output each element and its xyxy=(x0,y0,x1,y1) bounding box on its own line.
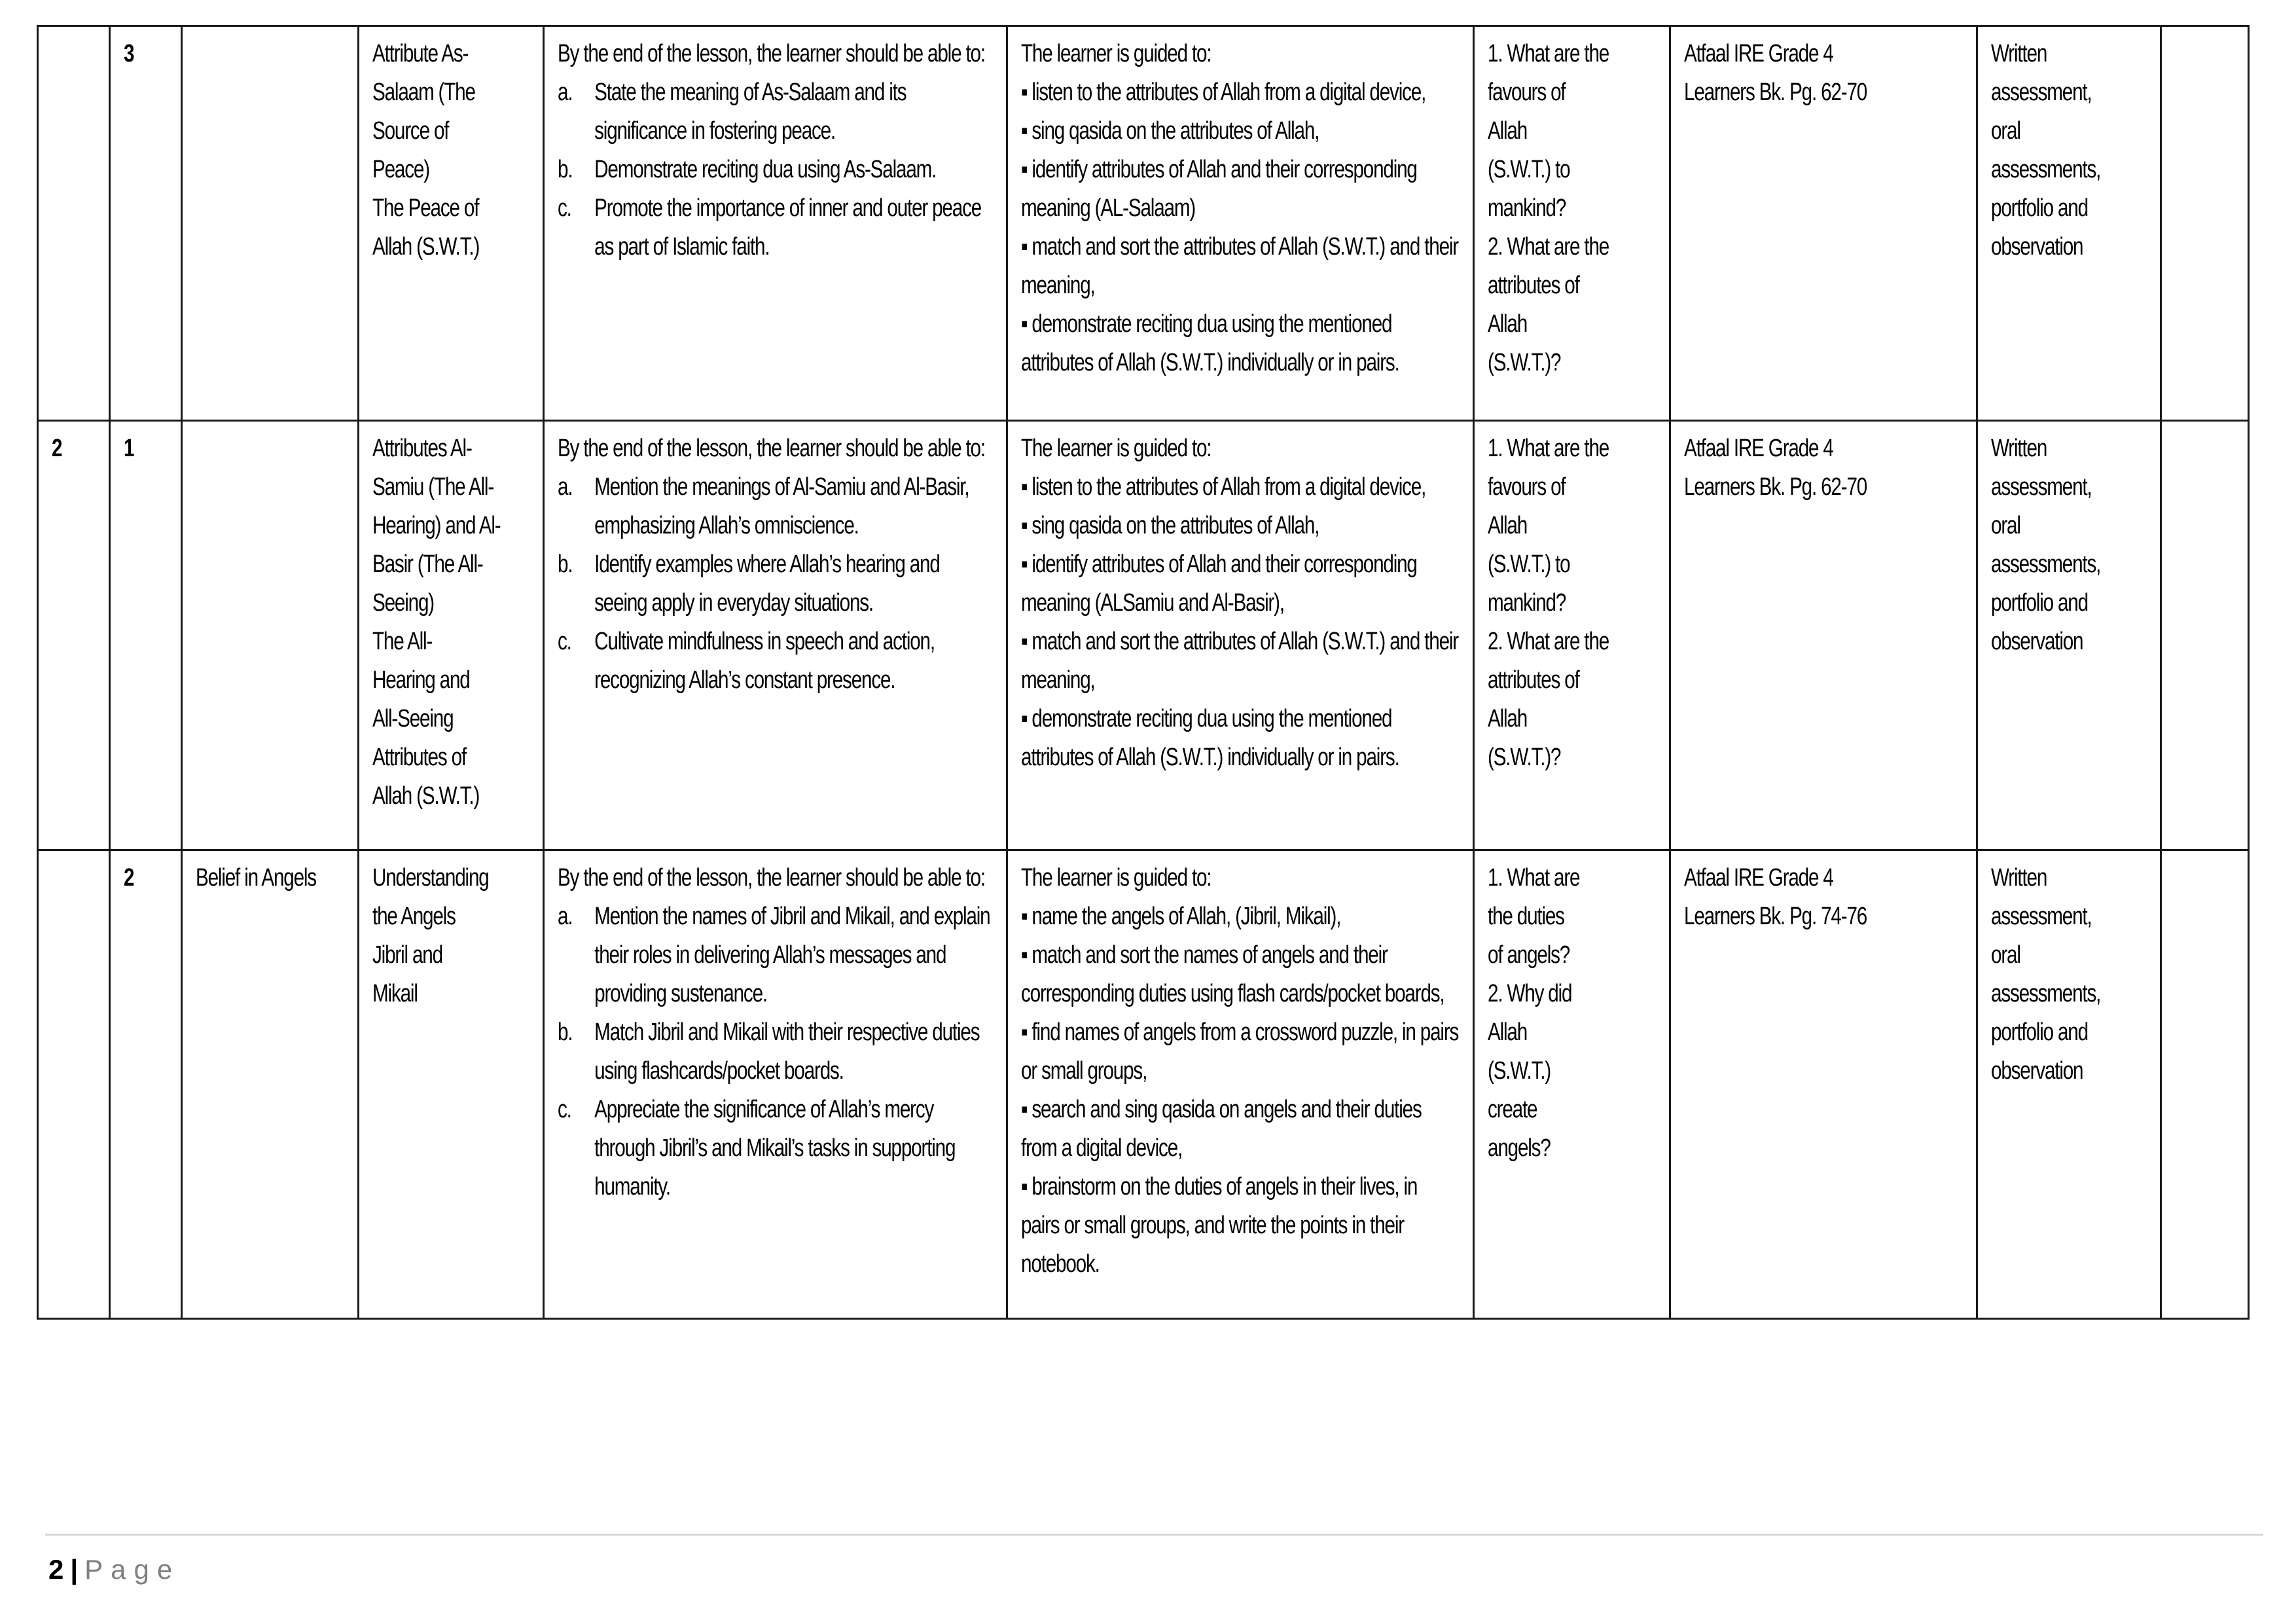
sub-strand-line: the Angels xyxy=(372,903,456,930)
experience-text: demonstrate reciting dua using the mentioned attributes of Allah (S.W.T.) individually or in pairs. xyxy=(1021,310,1399,376)
experience-item xyxy=(1021,112,1459,151)
question-line: (S.W.T.) to xyxy=(1488,156,1570,183)
experience-item xyxy=(1021,468,1459,507)
sub-strand-line: Attributes of xyxy=(372,744,466,771)
bullet-icon: ▪ xyxy=(1021,473,1032,501)
question-line: attributes of xyxy=(1488,666,1579,694)
week-number: 2 xyxy=(52,435,62,462)
learning-outcomes-cell-content xyxy=(558,429,992,700)
question-line: the duties xyxy=(1488,903,1564,930)
lesson-number: 2 xyxy=(124,864,134,892)
outcome-text: Demonstrate reciting dua using As-Salaam. xyxy=(594,156,937,183)
learning-outcomes-cell xyxy=(544,26,1007,421)
sub-strand-line: Allah (S.W.T.) xyxy=(372,233,480,261)
assessment-cell xyxy=(1977,421,2161,850)
assessment-line: assessment, xyxy=(1991,79,2092,106)
experience-item xyxy=(1021,1091,1459,1168)
assessment-cell-content xyxy=(1991,35,2147,266)
bullet-icon: ▪ xyxy=(1021,903,1032,930)
experience-item xyxy=(1021,1168,1459,1284)
outcomes-list xyxy=(558,73,992,266)
strand-cell-content xyxy=(196,859,344,897)
question-line: 2. What are the xyxy=(1488,628,1609,655)
question-line: attributes of xyxy=(1488,272,1579,299)
table-row xyxy=(38,850,2249,1319)
table-row xyxy=(38,26,2249,421)
outcome-text: Match Jibril and Mikail with their respective duties using flashcards/pocket boards. xyxy=(594,1019,980,1085)
assessment-line: portfolio and xyxy=(1991,589,2088,617)
sub-strand-cell-content xyxy=(372,429,529,816)
resources-cell-content xyxy=(1684,35,1962,112)
bullet-icon: ▪ xyxy=(1021,1096,1032,1123)
key-inquiry-questions-cell-content xyxy=(1488,429,1656,777)
question-line: (S.W.T.) xyxy=(1488,1057,1551,1085)
outcome-marker: a. xyxy=(558,903,573,930)
outcome-text: Mention the names of Jibril and Mikail, and explain their roles in delivering Allah’s messages and providing sustenance. xyxy=(594,903,990,1007)
lesson-cell-content xyxy=(124,429,168,468)
key-inquiry-questions-cell xyxy=(1474,850,1670,1319)
experience-text: listen to the attributes of Allah from a digital device, xyxy=(1031,79,1426,106)
page-footer xyxy=(48,1550,180,1589)
outcome-item xyxy=(558,545,992,623)
outcome-item xyxy=(558,73,992,151)
bullet-icon: ▪ xyxy=(1021,233,1032,261)
strand-cell xyxy=(182,26,359,421)
assessment-line: observation xyxy=(1991,233,2083,261)
bullet-icon: ▪ xyxy=(1021,628,1032,655)
assessment-cell-content xyxy=(1991,429,2147,661)
experience-text: identify attributes of Allah and their corresponding meaning (AL-Salaam) xyxy=(1021,156,1417,222)
outcomes-intro: By the end of the lesson, the learner should be able to: xyxy=(558,864,985,892)
experience-item xyxy=(1021,1013,1459,1091)
experience-item xyxy=(1021,936,1459,1013)
learning-outcomes-cell xyxy=(544,421,1007,850)
assessment-cell xyxy=(1977,26,2161,421)
outcomes-list xyxy=(558,468,992,700)
bullet-icon: ▪ xyxy=(1021,941,1032,969)
experience-text: sing qasida on the attributes of Allah, xyxy=(1031,512,1319,539)
question-line: (S.W.T.) to xyxy=(1488,550,1570,578)
question-line: 2. Why did xyxy=(1488,980,1572,1007)
assessment-line: assessment, xyxy=(1991,903,2092,930)
key-inquiry-questions-cell-content xyxy=(1488,859,1656,1168)
learning-outcomes-cell-content xyxy=(558,35,992,266)
experience-item xyxy=(1021,228,1459,305)
outcome-text: Mention the meanings of Al-Samiu and Al-Basir, emphasizing Allah’s omniscience. xyxy=(594,473,969,539)
sub-strand-cell-content xyxy=(372,35,529,266)
sub-strand-cell xyxy=(359,421,544,850)
sub-strand-cell xyxy=(359,850,544,1319)
outcome-item xyxy=(558,623,992,700)
question-line: Allah xyxy=(1488,117,1528,145)
sub-strand-line: Hearing) and Al- xyxy=(372,512,501,539)
week-cell-content xyxy=(52,429,96,468)
sub-strand-line: Attributes Al- xyxy=(372,435,472,462)
bullet-icon: ▪ xyxy=(1021,79,1032,106)
experience-item xyxy=(1021,623,1459,700)
experiences-intro: The learner is guided to: xyxy=(1021,435,1211,462)
experience-text: match and sort the attributes of Allah (S.W.T.) and their meaning, xyxy=(1021,233,1459,299)
outcomes-intro: By the end of the lesson, the learner should be able to: xyxy=(558,435,985,462)
experience-text: match and sort the names of angels and their corresponding duties using flash cards/pocket boards, xyxy=(1021,941,1444,1007)
question-line: mankind? xyxy=(1488,194,1566,222)
resources-cell xyxy=(1670,26,1977,421)
assessment-line: assessments, xyxy=(1991,156,2101,183)
assessment-line: portfolio and xyxy=(1991,194,2088,222)
outcome-text: Promote the importance of inner and outer peace as part of Islamic faith. xyxy=(594,194,982,261)
bullet-icon: ▪ xyxy=(1021,1173,1032,1200)
page-number: 2 xyxy=(48,1554,64,1585)
outcomes-list xyxy=(558,897,992,1206)
sub-strand-line: Allah (S.W.T.) xyxy=(372,782,480,810)
bullet-icon: ▪ xyxy=(1021,550,1032,578)
week-cell xyxy=(38,850,110,1319)
outcome-marker: c. xyxy=(558,1096,571,1123)
question-line: 1. What are the xyxy=(1488,435,1609,462)
assessment-cell-content xyxy=(1991,859,2147,1091)
question-line: mankind? xyxy=(1488,589,1566,617)
question-line: 2. What are the xyxy=(1488,233,1609,261)
experiences-intro: The learner is guided to: xyxy=(1021,864,1211,892)
outcome-item xyxy=(558,1013,992,1091)
assessment-line: assessment, xyxy=(1991,473,2092,501)
remarks-cell xyxy=(2161,26,2249,421)
bullet-icon: ▪ xyxy=(1021,156,1032,183)
strand-text: Belief in Angels xyxy=(196,864,316,892)
experience-item xyxy=(1021,545,1459,623)
lesson-cell-content xyxy=(124,859,168,897)
resources-cell-content xyxy=(1684,859,1962,936)
outcome-item xyxy=(558,151,992,189)
sub-strand-line: Salaam (The xyxy=(372,79,475,106)
learning-experiences-cell-content xyxy=(1021,859,1459,1284)
lesson-cell xyxy=(110,850,182,1319)
sub-strand-line: The Peace of xyxy=(372,194,479,222)
sub-strand-line: Basir (The All- xyxy=(372,550,483,578)
sub-strand-line: Samiu (The All- xyxy=(372,473,494,501)
question-line: Allah xyxy=(1488,512,1528,539)
experience-text: name the angels of Allah, (Jibril, Mikail), xyxy=(1031,903,1341,930)
experience-text: identify attributes of Allah and their corresponding meaning (ALSamiu and Al-Basir), xyxy=(1021,550,1417,617)
question-line: of angels? xyxy=(1488,941,1570,969)
sub-strand-line: Seeing) xyxy=(372,589,434,617)
learning-experiences-cell xyxy=(1007,26,1474,421)
sub-strand-line: Jibril and xyxy=(372,941,442,969)
learning-experiences-cell-content xyxy=(1021,429,1459,777)
resource-line: Learners Bk. Pg. 74-76 xyxy=(1684,903,1867,930)
outcomes-intro: By the end of the lesson, the learner should be able to: xyxy=(558,40,985,67)
learning-outcomes-cell-content xyxy=(558,859,992,1206)
resource-line: Atfaal IRE Grade 4 xyxy=(1684,864,1833,892)
experience-item xyxy=(1021,73,1459,112)
experience-item xyxy=(1021,897,1459,936)
week-cell xyxy=(38,421,110,850)
outcome-item xyxy=(558,897,992,1013)
resources-cell xyxy=(1670,421,1977,850)
experience-text: match and sort the attributes of Allah (S.W.T.) and their meaning, xyxy=(1021,628,1459,694)
experience-text: search and sing qasida on angels and their duties from a digital device, xyxy=(1021,1096,1422,1162)
sub-strand-line: Source of xyxy=(372,117,449,145)
resource-line: Learners Bk. Pg. 62-70 xyxy=(1684,79,1867,106)
learning-outcomes-cell xyxy=(544,850,1007,1319)
page-label: Page xyxy=(84,1554,181,1585)
bullet-icon: ▪ xyxy=(1021,310,1032,338)
question-line: Allah xyxy=(1488,705,1528,732)
assessment-line: observation xyxy=(1991,628,2083,655)
strand-cell xyxy=(182,421,359,850)
outcome-item xyxy=(558,189,992,266)
outcome-text: Identify examples where Allah’s hearing and seeing apply in everyday situations. xyxy=(594,550,940,617)
outcome-marker: c. xyxy=(558,194,571,222)
learning-experiences-cell-content xyxy=(1021,35,1459,382)
week-cell xyxy=(38,26,110,421)
experience-text: sing qasida on the attributes of Allah, xyxy=(1031,117,1319,145)
bullet-icon: ▪ xyxy=(1021,705,1032,732)
assessment-line: oral xyxy=(1991,117,2020,145)
assessment-line: observation xyxy=(1991,1057,2083,1085)
resource-line: Atfaal IRE Grade 4 xyxy=(1684,435,1833,462)
bullet-icon: ▪ xyxy=(1021,1019,1032,1046)
remarks-cell xyxy=(2161,421,2249,850)
assessment-cell xyxy=(1977,850,2161,1319)
outcome-marker: b. xyxy=(558,550,573,578)
experiences-intro: The learner is guided to: xyxy=(1021,40,1211,67)
experience-text: listen to the attributes of Allah from a digital device, xyxy=(1031,473,1426,501)
experience-item xyxy=(1021,151,1459,228)
lesson-cell xyxy=(110,26,182,421)
question-line: Allah xyxy=(1488,310,1528,338)
table-row xyxy=(38,421,2249,850)
experience-item xyxy=(1021,700,1459,777)
question-line: Allah xyxy=(1488,1019,1528,1046)
question-line: 1. What are xyxy=(1488,864,1580,892)
bullet-icon: ▪ xyxy=(1021,117,1032,145)
strand-cell xyxy=(182,850,359,1319)
remarks-cell xyxy=(2161,850,2249,1319)
lesson-cell xyxy=(110,421,182,850)
resources-cell xyxy=(1670,850,1977,1319)
assessment-line: oral xyxy=(1991,512,2020,539)
assessment-line: oral xyxy=(1991,941,2020,969)
question-line: favours of xyxy=(1488,79,1566,106)
sub-strand-cell xyxy=(359,26,544,421)
experience-text: brainstorm on the duties of angels in their lives, in pairs or small groups, and write the points in their notebook. xyxy=(1021,1173,1418,1278)
question-line: create xyxy=(1488,1096,1537,1123)
assessment-line: Written xyxy=(1991,435,2047,462)
experience-item xyxy=(1021,305,1459,382)
outcome-marker: a. xyxy=(558,79,573,106)
experience-item xyxy=(1021,507,1459,545)
outcome-text: State the meaning of As-Salaam and its significance in fostering peace. xyxy=(594,79,906,145)
learning-experiences-cell xyxy=(1007,850,1474,1319)
learning-experiences-cell xyxy=(1007,421,1474,850)
lesson-number: 3 xyxy=(124,40,134,67)
outcome-marker: b. xyxy=(558,156,573,183)
question-line: favours of xyxy=(1488,473,1566,501)
question-line: 1. What are the xyxy=(1488,40,1609,67)
key-inquiry-questions-cell xyxy=(1474,26,1670,421)
sub-strand-line: Understanding xyxy=(372,864,489,892)
question-line: (S.W.T.)? xyxy=(1488,744,1561,771)
outcome-item xyxy=(558,468,992,545)
outcome-marker: a. xyxy=(558,473,573,501)
resource-line: Learners Bk. Pg. 62-70 xyxy=(1684,473,1867,501)
key-inquiry-questions-cell xyxy=(1474,421,1670,850)
key-inquiry-questions-cell-content xyxy=(1488,35,1656,382)
sub-strand-line: All-Seeing xyxy=(372,705,454,732)
assessment-line: Written xyxy=(1991,864,2047,892)
assessment-line: assessments, xyxy=(1991,980,2101,1007)
question-line: angels? xyxy=(1488,1134,1551,1162)
scheme-of-work-table xyxy=(37,25,2250,1320)
bullet-icon: ▪ xyxy=(1021,512,1032,539)
resources-cell-content xyxy=(1684,429,1962,507)
outcome-marker: b. xyxy=(558,1019,573,1046)
assessment-line: assessments, xyxy=(1991,550,2101,578)
experience-text: demonstrate reciting dua using the mentioned attributes of Allah (S.W.T.) individually or in pairs. xyxy=(1021,705,1399,771)
sub-strand-line: Attribute As- xyxy=(372,40,469,67)
question-line: (S.W.T.)? xyxy=(1488,349,1561,376)
assessment-line: portfolio and xyxy=(1991,1019,2088,1046)
outcome-text: Cultivate mindfulness in speech and action, recognizing Allah’s constant presence. xyxy=(594,628,935,694)
footer-divider xyxy=(45,1534,2263,1536)
sub-strand-line: Peace) xyxy=(372,156,429,183)
lesson-number: 1 xyxy=(124,435,134,462)
outcome-text: Appreciate the significance of Allah’s mercy through Jibril’s and Mikail’s tasks in supporting humanity. xyxy=(594,1096,956,1200)
outcome-marker: c. xyxy=(558,628,571,655)
sub-strand-line: Hearing and xyxy=(372,666,470,694)
outcome-item xyxy=(558,1091,992,1206)
assessment-line: Written xyxy=(1991,40,2047,67)
lesson-cell-content xyxy=(124,35,168,73)
sub-strand-line: Mikail xyxy=(372,980,418,1007)
resource-line: Atfaal IRE Grade 4 xyxy=(1684,40,1833,67)
footer-separator: | xyxy=(70,1554,79,1585)
sub-strand-cell-content xyxy=(372,859,529,1013)
experience-text: find names of angels from a crossword puzzle, in pairs or small groups, xyxy=(1021,1019,1459,1085)
sub-strand-line: The All- xyxy=(372,628,433,655)
